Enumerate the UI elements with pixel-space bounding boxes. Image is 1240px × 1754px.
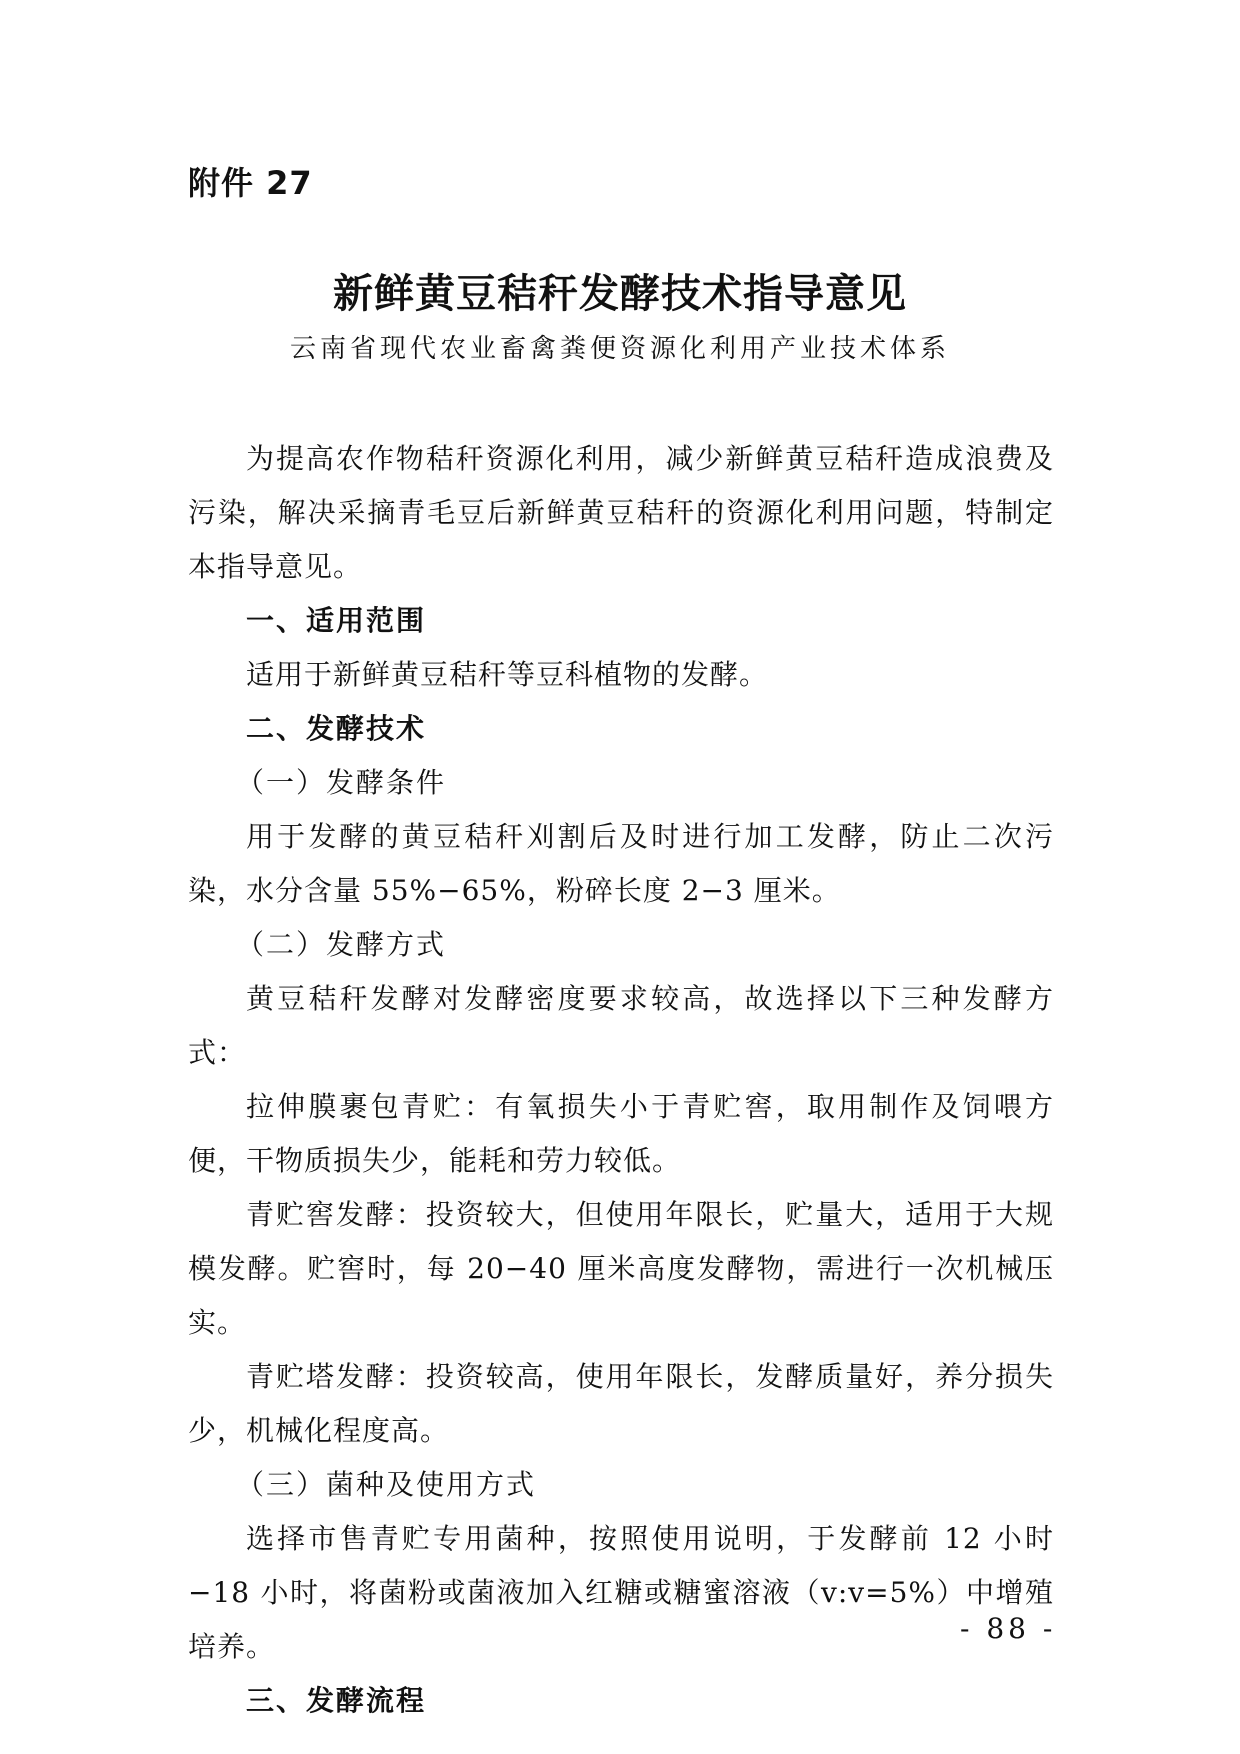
section-2-2-text-3: 青贮窖发酵：投资较大，但使用年限长，贮量大，适用于大规模发酵。贮窖时，每 20−40 厘米高度发酵物，需进行一次机械压实。 <box>188 1198 1054 1339</box>
section-2-3-heading: （三）菌种及使用方式 <box>236 1468 537 1501</box>
document-body <box>188 432 1057 1728</box>
section-1-text: 适用于新鲜黄豆秸秆等豆科植物的发酵。 <box>246 658 769 691</box>
section-2-1-heading: （一）发酵条件 <box>236 766 447 799</box>
document-subtitle: 云南省现代农业畜禽粪便资源化利用产业技术体系 <box>289 334 950 364</box>
section-2-2-text-4: 青贮塔发酵：投资较高，使用年限长，发酵质量好，养分损失少，机械化程度高。 <box>188 1360 1054 1447</box>
document-title: 新鲜黄豆秸秆发酵技术指导意见 <box>333 270 907 317</box>
intro-paragraph: 为提高农作物秸秆资源化利用，减少新鲜黄豆秸秆造成浪费及污染，解决采摘青毛豆后新鲜黄豆秸秆的资源化利用问题，特制定本指导意见。 <box>188 442 1054 583</box>
section-2-1-text: 用于发酵的黄豆秸秆刈割后及时进行加工发酵，防止二次污染，水分含量 55%−65%，粉碎长度 2−3 厘米。 <box>188 820 1054 907</box>
section-2-2-heading: （二）发酵方式 <box>236 928 447 961</box>
section-1-heading: 一、适用范围 <box>246 604 427 637</box>
section-2-2-text-1: 黄豆秸秆发酵对发酵密度要求较高，故选择以下三种发酵方式： <box>188 982 1054 1069</box>
section-2-3-text: 选择市售青贮专用菌种，按照使用说明，于发酵前 12 小时−18 小时，将菌粉或菌液加入红糖或糖蜜溶液（v:v=5%）中增殖培养。 <box>188 1522 1054 1663</box>
section-2-2-text-2: 拉伸膜裹包青贮：有氧损失小于青贮窖，取用制作及饲喂方便，干物质损失少，能耗和劳力较低。 <box>188 1090 1054 1177</box>
section-2-heading: 二、发酵技术 <box>246 712 427 745</box>
section-3-heading: 三、发酵流程 <box>246 1684 427 1717</box>
annex-label: 附件 27 <box>188 164 313 202</box>
page-number: - 88 - <box>960 1612 1057 1645</box>
